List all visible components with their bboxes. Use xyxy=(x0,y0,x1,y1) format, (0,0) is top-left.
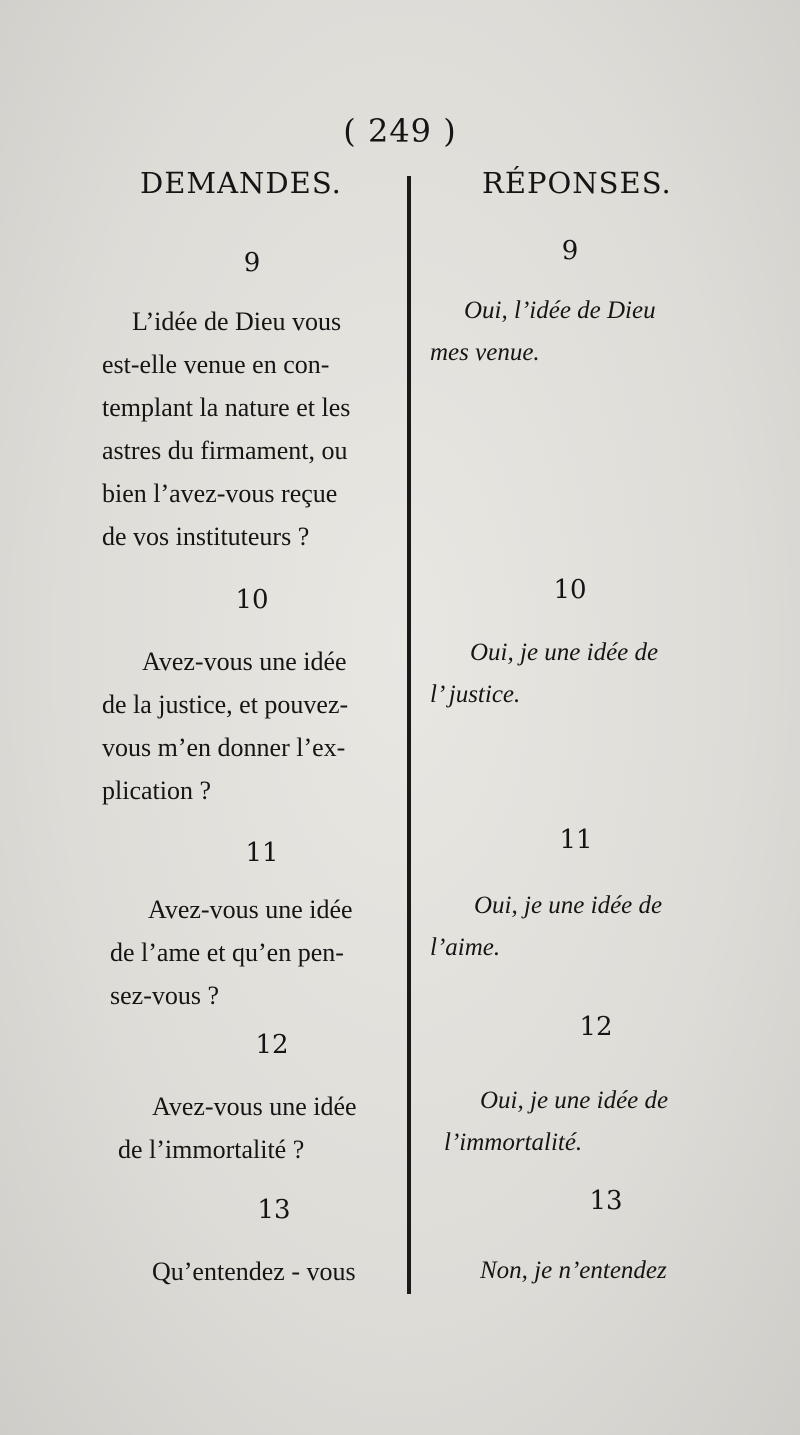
question-line: de l’immortalité ? xyxy=(118,1135,305,1164)
question-line: bien l’avez-vous reçue xyxy=(102,479,338,508)
answer-number: 13 xyxy=(589,1186,623,1216)
question-line: plication ? xyxy=(102,776,212,805)
answer-line: l’aime. xyxy=(430,934,501,961)
question-text xyxy=(110,888,402,1017)
page-number: ( 249 ) xyxy=(343,112,457,150)
question-text xyxy=(152,1250,422,1293)
question-line: Avez-vous une idée xyxy=(152,1092,357,1121)
question-number: 13 xyxy=(257,1195,291,1225)
question-number: 9 xyxy=(243,248,261,278)
question-line: L’idée de Dieu vous xyxy=(132,307,342,336)
question-line: est-elle venue en con- xyxy=(102,350,330,379)
answer-number: 10 xyxy=(553,575,587,605)
answer-text xyxy=(444,1080,740,1164)
answer-number: 11 xyxy=(559,825,593,855)
answer-text xyxy=(430,290,740,374)
question-text xyxy=(102,300,400,558)
question-line: Qu’entendez - vous xyxy=(152,1257,356,1286)
question-text xyxy=(118,1085,408,1171)
question-number: 11 xyxy=(245,838,279,868)
answer-number: 9 xyxy=(561,236,579,266)
answer-line: l’ justice. xyxy=(430,681,521,708)
question-line: templant la nature et les xyxy=(102,393,351,422)
question-text xyxy=(102,640,400,812)
question-line: sez-vous ? xyxy=(110,981,220,1010)
question-line: Avez-vous une idée xyxy=(148,895,353,924)
question-line: de vos instituteurs ? xyxy=(102,522,310,551)
question-line: Avez-vous une idée xyxy=(142,647,347,676)
question-line: de la justice, et pouvez- xyxy=(102,690,349,719)
answer-text xyxy=(430,632,740,716)
answer-line: Oui, l’idée de Dieu xyxy=(464,297,656,324)
answer-line: l’immortalité. xyxy=(444,1129,583,1156)
answer-text xyxy=(430,885,740,969)
answer-line: Oui, je une idée de xyxy=(470,639,659,666)
question-line: vous m’en donner l’ex- xyxy=(102,733,346,762)
answer-line: mes venue. xyxy=(430,339,540,366)
column-header-answers: RÉPONSES. xyxy=(482,166,672,200)
answer-number: 12 xyxy=(579,1012,613,1042)
question-number: 12 xyxy=(255,1030,289,1060)
column-header-questions: DEMANDES. xyxy=(140,166,342,200)
answer-line: Non, je n’entendez xyxy=(480,1257,667,1284)
question-line: de l’ame et qu’en pen- xyxy=(110,938,344,967)
question-number: 10 xyxy=(235,585,269,615)
answer-line: Oui, je une idée de xyxy=(480,1087,669,1114)
question-line: astres du firmament, ou xyxy=(102,436,348,465)
answer-line: Oui, je une idée de xyxy=(474,892,663,919)
answer-text xyxy=(480,1250,750,1292)
